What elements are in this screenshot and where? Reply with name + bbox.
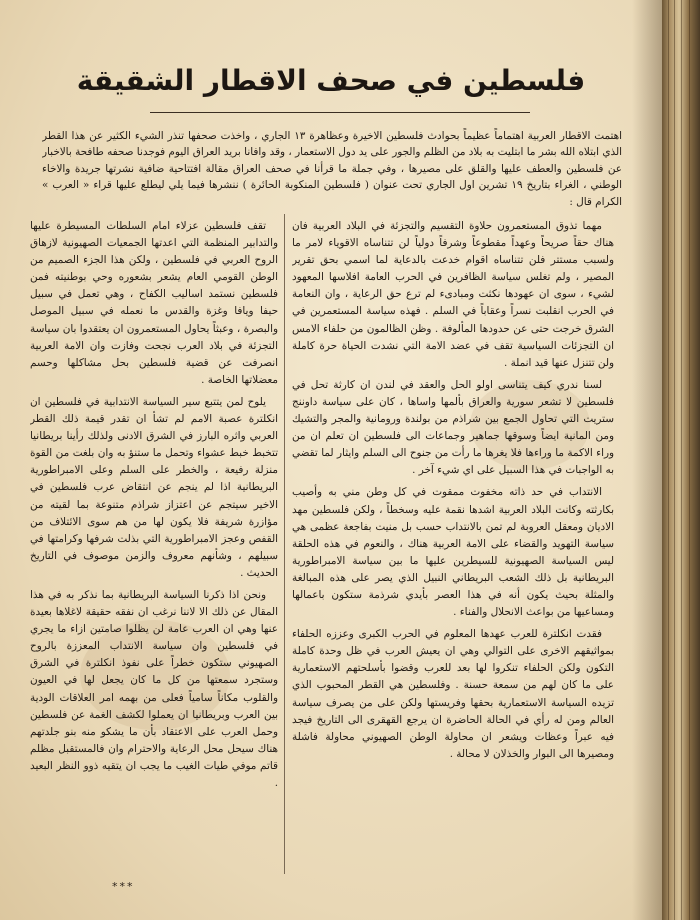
paragraph: تقف فلسطين عزلاء امام السلطات المسيطرة عليها والتدابير المنظمة التي اعدتها الجمعيات الصهيونية لازهاق الروح العربي في فلسطين ، ولكن هذا الجزء الصميم من الوطن القومي العام يشعر بشعوره وحي بوطنيته فمن فلسطين نستمد اساليب الكفاح ، وهي تعمل في سبيل حيفا ويافا وغزة والقدس ما نعمله في سبيل الموصل والبصرة ، وعبثاً يحاول المستعمرون ان يعتقدوا بان سياسة التجزئة في بلاد العرب نجحت وفازت وان الامة العربية انصرفت عن قضية فلسطين بحل مشاكلها وحسم معضلاتها الخاصة .	[30, 220, 278, 386]
title-underline	[150, 112, 530, 113]
paragraph: مهما تذوق المستعمرون حلاوة التقسيم والتجزئة في البلاد العربية فان هناك حقاً صريحاً وعهداً مقطوعاً وشرفاً دولياً لن تتناساه الاقوياء لامر ما ولسبب مستتر فلن تتناساه اقوام خدعت بالدعاية لما اسمي بحق تقرير المصير ، ولم تغلس سياسة الظافرين في الحرب العامة افلاسها المعهود لشيء ، سوى ان عهودها نكثت ومبادىء لم ترع حق الرعاية ، وان النعامة في الحرب انقلبت نسراً وعقاباً في السلم . فهذه سياسة المستعمرين في الشرق خرجت حتى عن حدودها المألوفة . وظن الظالمون من حلفاء الامس ان التجزئات السياسية تقف في عضد الامة التي نشدت الحياة حرة كاملة ولن تتنزل عنها قيد انملة .	[292, 220, 614, 369]
paragraph: الانتداب في حد ذاته مخفوت ممقوت في كل وطن مني به وأصيب بكارثته وكانت البلاد العربية اشدها نقمة عليه وسخطاً ، ولكن فلسطين مهد الاديان ومعقل العروبة لم تمن بالانتداب حسب بل منيت بفاجعة عظمى هي سياسة التهويد والقضاء على الامة العربية هناك ، والنعوم في هذه الحلقة ليس السياسة الصهيونية للسيطرين عليها ما بين سياسة الامبراطورية البريطانية بل ذلك الشعب البريطاني النبيل الذي يصر على هذه المبالغة والمثلة بحيث يكون أنه في هذا العصر بأيدي شرذمة ستكون باعمالها ومساعيها من بواعث الانحلال والفناء .	[292, 486, 614, 619]
paragraph: ونحن اذا ذكرنا السياسة البريطانية بما نذكر به في هذا المقال عن ذلك الا لاننا نرغب ان نفقه حقيقة لاغلاها بعيدة عنها وهي ان العرب عامة لن يظلوا صامتين ازاء ما يجري في فلسطين وان سياسة الانتداب المعززة بالروح الصهيوني ستكون خطراً على نفوذ انكلترة في الشرق وستجرد سمعتها من كل ما كان يجعل لها في العيون والقلوب مكاناً سامياً فعلى من بهمه امر العلاقات الودية بين العرب وبريطانيا ان يعملوا لكشف الغمة عن فلسطين وحمل العرب على الاعتقاد بأن ما يشكو منه بنو جلدتهم هناك سيحل محل الرعاية والاحترام وان فالمستقبل مظلم قاتم موفي طيات الغيب ما يجب ان يتقيه ذوو النظر البعيد .	[30, 588, 278, 789]
end-mark: ***	[112, 880, 135, 893]
fold-shadow	[632, 0, 662, 920]
article-title: فلسطين في صحف الاقطار الشقيقة	[76, 64, 586, 97]
book-spine	[662, 0, 700, 920]
paragraph: لسنا ندري كيف يتناسى اولو الحل والعقد في لندن ان كارثة تحل في فلسطين لا تشعر سورية والعراق بألمها واساها ، كان على سياسة داوننج ستريت التي تحاول الجمع بين شراذم من بولندة ورومانية والمجر والتشيك ومن المانية ايضاً وسوقها جماهير وجماعات الى فلسطين ان تعلم ان من وراء الاكمة ما وراءها فلا يغرها ما رأت من جنوح الى السلم وايثار لما تقضي به الواجبات في هذا السبيل على اي شيء آخر .	[292, 378, 614, 477]
left-column	[30, 218, 278, 868]
paragraph: يلوح لمن يتتبع سير السياسة الانتدابية في فلسطين ان انكلترة عصبة الامم لم تشأ ان تقدر قيمة ذلك القطر العربي واثره البارز في الشرق الادنى ولذلك رأينا بريطانيا تتخبط خبط عشواء وتحمل ما ستنؤ به وان بلغت من القوة منزلة رفيعة ، والخطر على السلم وعلى الامبراطورية البريطانية اذا لم ينجم عن انتقاض عرب فلسطين في الاخير سيتجم عن اعتزاز شراذم متنوعة بما لقيته من مؤازرة شريفة فلا يكون لها من هم سوى الائتلاف من القفص وعجز الامبراطورية التي بذلت شرفها وكرامتها في سبيلهم ، وشأنهم معروف والزمن موصوف في التاريخ الحديث .	[30, 395, 278, 579]
paragraph: فقدت انكلترة للعرب عهدها المعلوم في الحرب الكبرى وعززه الحلفاء بمواثيقهم الاخرى على التوالي وهي ان يعيش العرب في ظل وحدة كاملة التكون ولكن الحلفاء تنكروا لها بعد للعرب وقضوا بأسلحتهم الاستعمارية على ما كان لهم من سمعة حسنة . وفلسطين هي القطر المحبوب الذي تزيده السياسة الاستعمارية بحقها وفريستها ولكن على من يصرف سياسة العالم ومن له رأي في الحالة الحاضرة ان يرجع القهقرى الى التاريخ فيجد فيه عبراً وعظات ويشعر ان محاولة الوطن الصهيوني محاولة فاشلة ومصيرها الى البوار والخذلان لا محالة .	[292, 628, 614, 760]
article-intro: اهتمت الاقطار العربية اهتماماً عظيماً بحوادث فلسطين الاخيرة وعظاهرة ١٣ الجاري ، واخذت صحفها تنذر الشيء الكثير عن هذا القطر الذي ابتلاه الله بشر ما ابتليت به بلاد من الظلم والجور على يد دول الاستعمار ، وقد وافانا بريد العراق اليوم فوجدنا صحفه طافحة بالاخبار عن فلسطين والعطف عليها والقلق على مصيرها ، وفي جملة ما قرأنا في صحف العراق مقالة افتتاحية ضافية نشرتها جريدة والاخاء الوطني ، الغراء بتاريخ ١٩ تشرين اول الجاري تحت عنوان ( فلسطين المنكوبة الحائرة ) ننشرها فيما يلي ليطلع عليها قراء « العرب » الكرام قال :	[42, 130, 622, 208]
right-column	[292, 218, 614, 868]
column-divider	[284, 214, 285, 874]
